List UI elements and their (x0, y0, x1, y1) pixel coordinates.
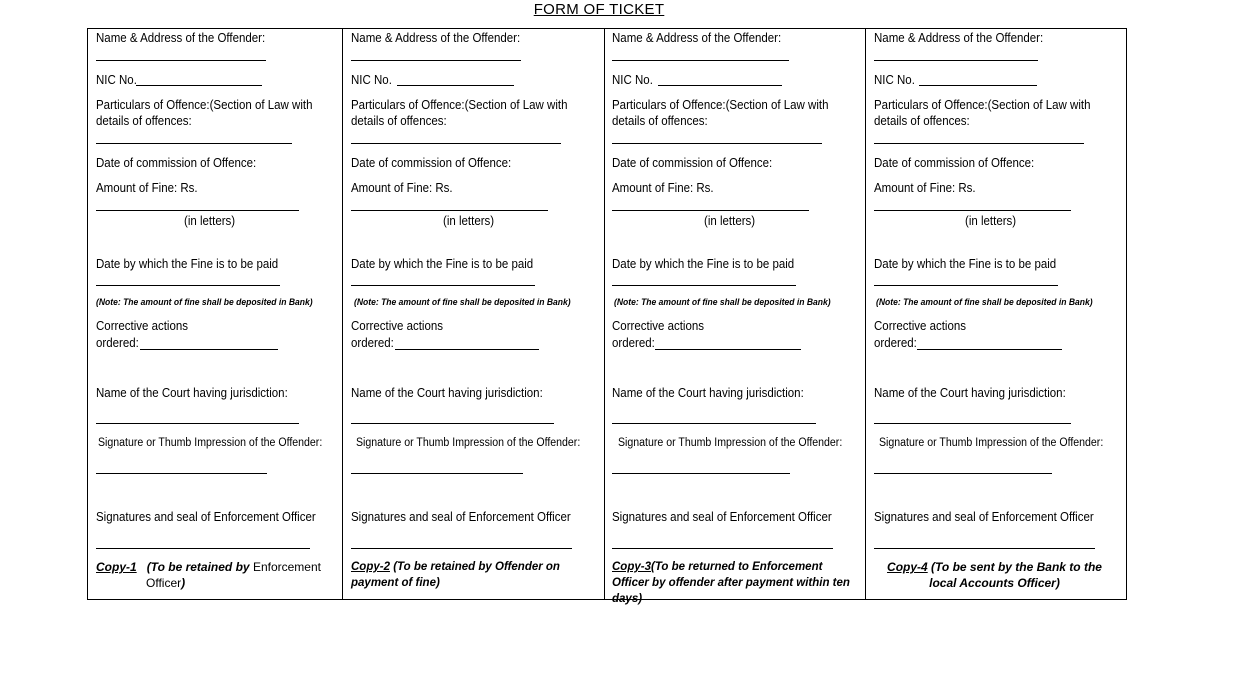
signature-offender-label: Signature or Thumb Impression of the Offender: (356, 437, 581, 449)
amount-fine-line[interactable] (874, 210, 1071, 211)
signature-officer-line[interactable] (612, 548, 833, 549)
date-commission-label: Date of commission of Offence: (612, 156, 773, 170)
date-commission-label: Date of commission of Offence: (351, 156, 512, 170)
date-paid-label: Date by which the Fine is to be paid (874, 257, 1057, 271)
amount-fine-label: Amount of Fine: Rs. (874, 181, 976, 195)
signature-officer-line[interactable] (874, 548, 1095, 549)
signature-officer-label: Signatures and seal of Enforcement Officer (351, 510, 571, 524)
particulars-label-1: Particulars of Offence:(Section of Law with (351, 98, 568, 112)
court-label: Name of the Court having jurisdiction: (351, 386, 543, 400)
table-bottom-border (87, 599, 1127, 600)
corrective-label-2: ordered: (612, 336, 655, 350)
name-address-line[interactable] (96, 60, 266, 61)
particulars-line[interactable] (351, 143, 561, 144)
signature-offender-line[interactable] (612, 473, 790, 474)
particulars-label-2: details of offences: (351, 114, 447, 128)
copy-2-text: (To be retained by Offender on payment of fine) (351, 561, 560, 589)
date-paid-label: Date by which the Fine is to be paid (351, 257, 534, 271)
ticket-column-3 (604, 29, 865, 605)
note-text: (Note: The amount of fine shall be deposited in Bank) (876, 297, 1093, 308)
signature-offender-label: Signature or Thumb Impression of the Offender: (879, 437, 1104, 449)
signature-officer-label: Signatures and seal of Enforcement Officer (874, 510, 1094, 524)
copy-4-label: Copy-4 (887, 560, 928, 574)
court-label: Name of the Court having jurisdiction: (612, 386, 804, 400)
signature-offender-line[interactable] (351, 473, 523, 474)
court-line[interactable] (612, 423, 816, 424)
name-address-label: Name & Address of the Offender: (96, 31, 266, 45)
nic-line[interactable] (397, 85, 514, 86)
form-title: FORM OF TICKET (533, 1, 665, 18)
signature-officer-line[interactable] (351, 548, 572, 549)
particulars-label-1: Particulars of Offence:(Section of Law with (874, 98, 1091, 112)
copy-1-text-d: ) (181, 576, 186, 590)
in-letters-label: (in letters) (184, 214, 236, 228)
name-address-line[interactable] (351, 60, 521, 61)
corrective-line[interactable] (140, 349, 278, 350)
nic-line[interactable] (919, 85, 1037, 86)
name-address-line[interactable] (874, 60, 1038, 61)
particulars-line[interactable] (874, 143, 1084, 144)
ticket-table (87, 28, 1127, 605)
court-line[interactable] (874, 423, 1071, 424)
nic-line[interactable] (136, 85, 262, 86)
signature-officer-label: Signatures and seal of Enforcement Officer (96, 510, 316, 524)
particulars-label-1: Particulars of Offence:(Section of Law with (612, 98, 829, 112)
signature-offender-label: Signature or Thumb Impression of the Offender: (618, 437, 843, 449)
date-paid-line[interactable] (351, 285, 535, 286)
ticket-column-4 (865, 29, 1126, 600)
particulars-line[interactable] (612, 143, 822, 144)
copy-2-caption (351, 559, 601, 591)
nic-label: NIC No. (351, 73, 392, 87)
amount-fine-line[interactable] (351, 210, 548, 211)
copy-4-text: (To be sent by the Bank to the local Accounts Officer) (929, 560, 1102, 590)
date-paid-label: Date by which the Fine is to be paid (612, 257, 795, 271)
corrective-line[interactable] (655, 349, 801, 350)
amount-fine-label: Amount of Fine: Rs. (96, 181, 198, 195)
corrective-label-1: Corrective actions (612, 319, 705, 333)
amount-fine-label: Amount of Fine: Rs. (612, 181, 714, 195)
nic-label: NIC No. (612, 73, 653, 87)
signature-offender-line[interactable] (874, 473, 1052, 474)
copy-1-label: Copy-1 (96, 560, 137, 574)
amount-fine-line[interactable] (612, 210, 809, 211)
copy-2-label: Copy-2 (351, 561, 390, 573)
particulars-label-1: Particulars of Offence:(Section of Law with (96, 98, 313, 112)
copy-4-caption (872, 559, 1117, 591)
nic-label: NIC No. (96, 73, 137, 87)
date-paid-label: Date by which the Fine is to be paid (96, 257, 279, 271)
particulars-label-2: details of offences: (96, 114, 192, 128)
signature-officer-label: Signatures and seal of Enforcement Officer (612, 510, 832, 524)
corrective-label-2: ordered: (351, 336, 394, 350)
signature-offender-label: Signature or Thumb Impression of the Offender: (98, 437, 323, 449)
corrective-label-2: ordered: (874, 336, 917, 350)
in-letters-label: (in letters) (704, 214, 756, 228)
nic-line[interactable] (658, 85, 782, 86)
name-address-label: Name & Address of the Offender: (351, 31, 521, 45)
nic-label: NIC No. (874, 73, 915, 87)
date-paid-line[interactable] (96, 285, 280, 286)
amount-fine-line[interactable] (96, 210, 299, 211)
corrective-line[interactable] (395, 349, 539, 350)
court-line[interactable] (96, 423, 299, 424)
court-line[interactable] (351, 423, 554, 424)
date-paid-line[interactable] (874, 285, 1058, 286)
copy-3-text: (To be returned to Enforcement Officer by offender after payment within ten days) (612, 561, 850, 605)
court-label: Name of the Court having jurisdiction: (874, 386, 1066, 400)
particulars-label-2: details of offences: (874, 114, 970, 128)
corrective-label-2: ordered: (96, 336, 139, 350)
ticket-column-2 (342, 29, 604, 600)
date-commission-label: Date of commission of Offence: (96, 156, 257, 170)
date-paid-line[interactable] (612, 285, 796, 286)
copy-1-text-a: (To be retained by (146, 560, 253, 574)
name-address-label: Name & Address of the Offender: (874, 31, 1044, 45)
court-label: Name of the Court having jurisdiction: (96, 386, 288, 400)
name-address-label: Name & Address of the Offender: (612, 31, 782, 45)
signature-offender-line[interactable] (96, 473, 267, 474)
note-text: (Note: The amount of fine shall be deposited in Bank) (614, 297, 831, 308)
copy-1-text-b: Enforcement (252, 560, 321, 574)
particulars-line[interactable] (96, 143, 292, 144)
corrective-line[interactable] (917, 349, 1062, 350)
note-text: (Note: The amount of fine shall be deposited in Bank) (354, 297, 571, 308)
corrective-label-1: Corrective actions (874, 319, 967, 333)
copy-3-label: Copy-3 (612, 561, 651, 573)
corrective-label-1: Corrective actions (351, 319, 444, 333)
copy-1-text-c: Officer (146, 576, 182, 590)
in-letters-label: (in letters) (965, 214, 1017, 228)
corrective-label-1: Corrective actions (96, 319, 189, 333)
copy-1-caption (96, 559, 328, 591)
ticket-column-1 (88, 29, 342, 600)
date-commission-label: Date of commission of Offence: (874, 156, 1035, 170)
amount-fine-label: Amount of Fine: Rs. (351, 181, 453, 195)
signature-officer-line[interactable] (96, 548, 310, 549)
particulars-label-2: details of offences: (612, 114, 708, 128)
name-address-line[interactable] (612, 60, 789, 61)
in-letters-label: (in letters) (443, 214, 495, 228)
note-text: (Note: The amount of fine shall be deposited in Bank) (96, 297, 313, 308)
